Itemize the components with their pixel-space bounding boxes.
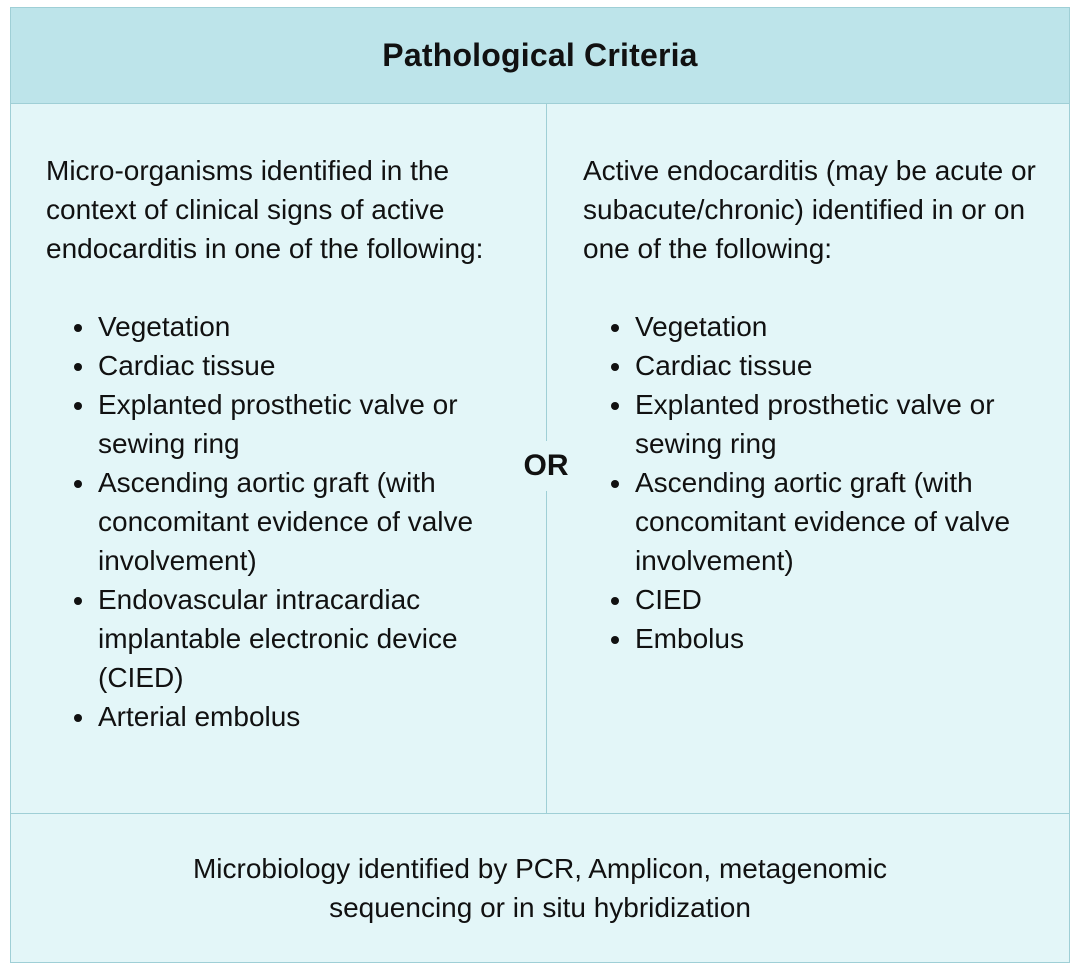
bullet-icon	[74, 714, 82, 722]
table-header	[11, 8, 1069, 104]
list-item-label: Endovascular intracardiac implantable electronic device (CIED)	[98, 584, 458, 693]
list-item-label: Cardiac tissue	[635, 350, 813, 381]
list-item	[583, 385, 1053, 463]
bullet-icon	[611, 480, 619, 488]
list-item-label: Embolus	[635, 623, 744, 654]
bullet-icon	[611, 324, 619, 332]
left-intro: Micro-organisms identified in the context of clinical signs of active endocarditis in one of the following:	[46, 155, 484, 264]
right-intro: Active endocarditis (may be acute or subacute/chronic) identified in or on one of the following:	[583, 155, 1036, 264]
list-item-label: Vegetation	[635, 311, 768, 342]
list-item	[583, 346, 1053, 385]
list-item	[46, 463, 516, 580]
list-item-label: Arterial embolus	[98, 701, 301, 732]
bullet-icon	[74, 480, 82, 488]
list-item-label: Explanted prosthetic valve or sewing ring	[98, 389, 458, 459]
list-item-label: Ascending aortic graft (with concomitant evidence of valve involvement)	[635, 467, 1011, 576]
list-item	[583, 307, 1053, 346]
list-item	[583, 580, 1053, 619]
list-item-label: Cardiac tissue	[98, 350, 276, 381]
right-list	[583, 307, 1053, 658]
bullet-icon	[74, 597, 82, 605]
list-item	[46, 697, 516, 736]
page-title: Pathological Criteria	[382, 37, 698, 73]
list-item	[46, 385, 516, 463]
bullet-icon	[611, 597, 619, 605]
bullet-icon	[611, 363, 619, 371]
criteria-table	[10, 7, 1070, 963]
bullet-icon	[611, 636, 619, 644]
bullet-icon	[611, 402, 619, 410]
list-item-label: Ascending aortic graft (with concomitant evidence of valve involvement)	[98, 467, 474, 576]
or-separator: OR	[516, 441, 576, 491]
list-item	[46, 307, 516, 346]
left-column	[46, 151, 516, 736]
footer-text: Microbiology identified by PCR, Amplicon, metagenomic sequencing or in situ hybridization	[192, 853, 888, 923]
list-item	[583, 619, 1053, 658]
left-list	[46, 307, 516, 736]
table-footer	[11, 813, 1069, 962]
list-item	[46, 346, 516, 385]
list-item-label: Vegetation	[98, 311, 231, 342]
bullet-icon	[74, 324, 82, 332]
right-column	[583, 151, 1053, 658]
list-item-label: Explanted prosthetic valve or sewing ring	[635, 389, 995, 459]
list-item	[583, 463, 1053, 580]
bullet-icon	[74, 402, 82, 410]
list-item	[46, 580, 516, 697]
list-item-label: CIED	[635, 584, 702, 615]
bullet-icon	[74, 363, 82, 371]
